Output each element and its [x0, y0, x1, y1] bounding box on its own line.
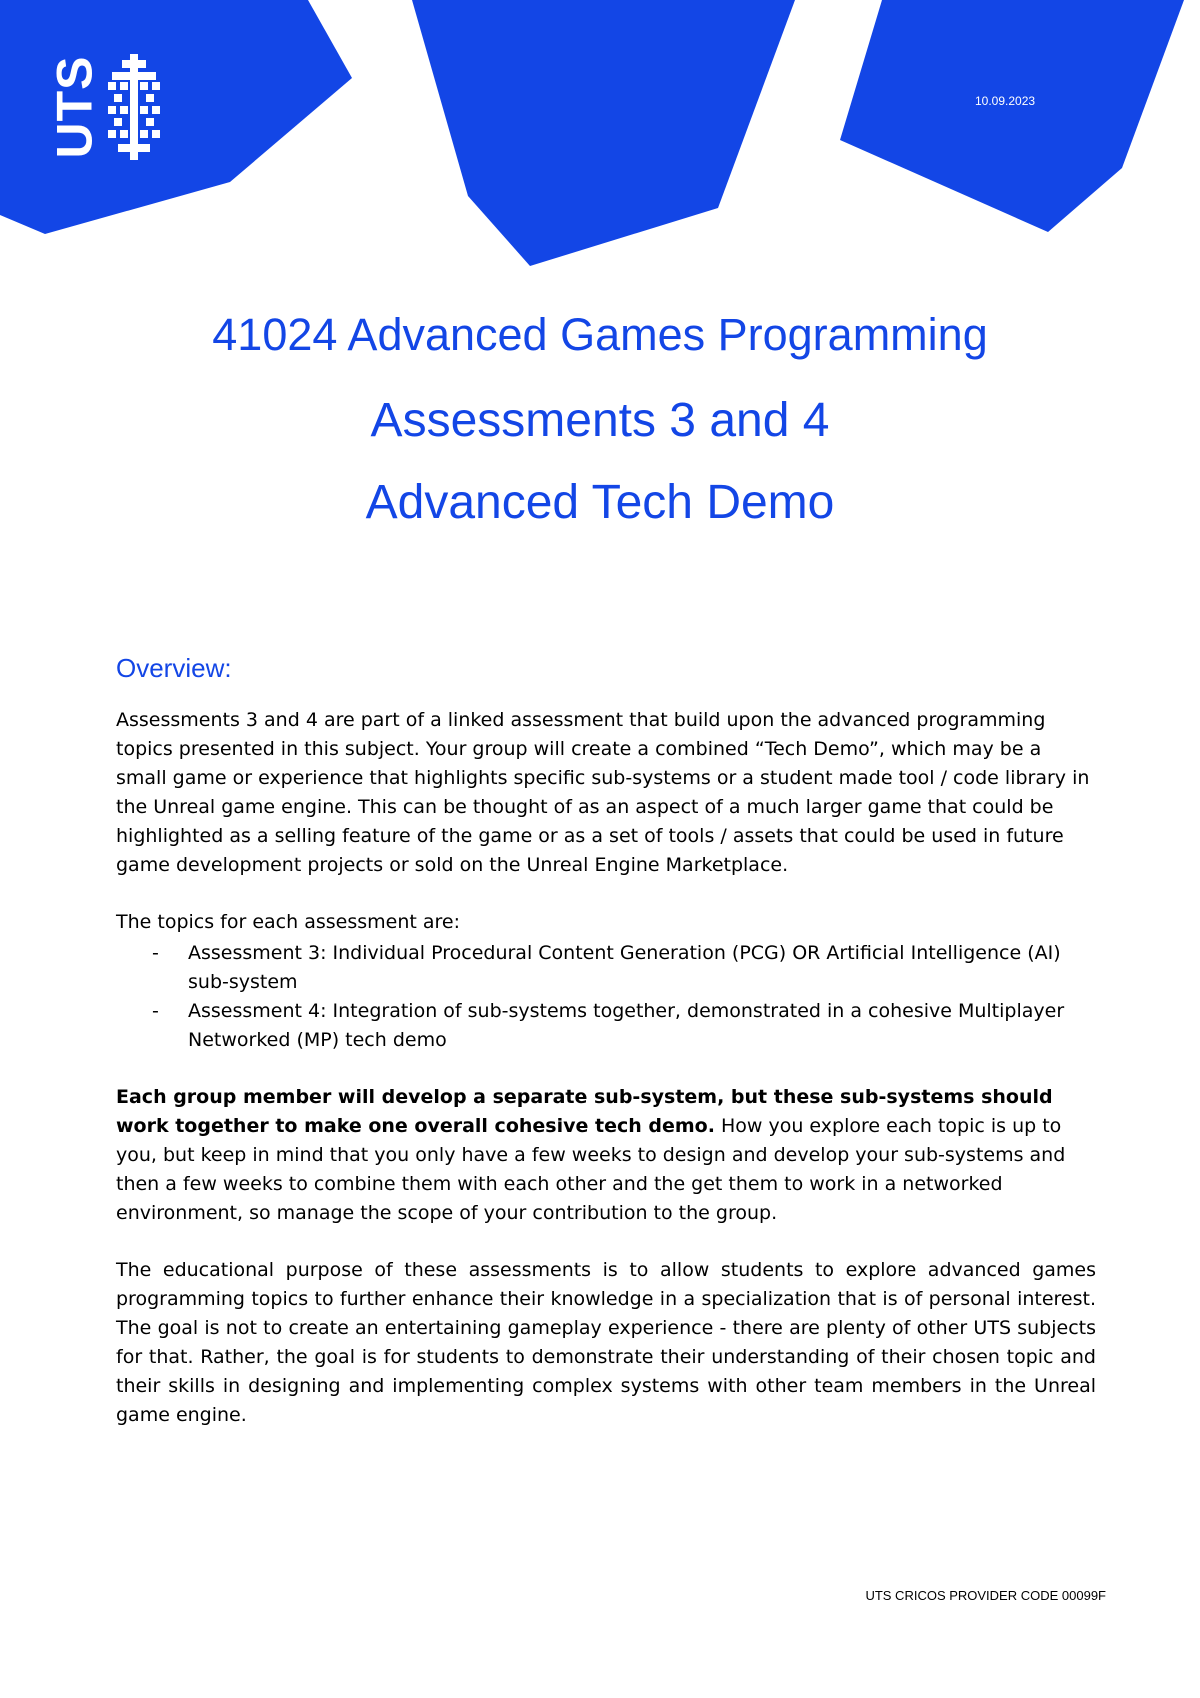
overview-section [116, 652, 1096, 1430]
blue-shape-center [412, 0, 795, 266]
list-item: - Assessment 3: Individual Procedural Content Generation (PCG) OR Artificial Intelligence (AI) sub-system [116, 939, 1096, 997]
overview-paragraph-4: The educational purpose of these assessments is to allow students to explore advanced games programming topics to further enhance their knowledge in a specialization that is of personal interest. The goal is not to create an entertaining gameplay experience - there are plenty of other UTS subjects for that. Rather, the goal is for students to demonstrate their understanding of their chosen topic and their skills in designing and implementing complex systems with other team members in the Unreal game engine. [116, 1259, 1096, 1426]
title-block [0, 308, 1200, 544]
overview-heading: Overview: [116, 653, 232, 683]
header-decoration [0, 0, 1200, 300]
provider-code-footer: UTS CRICOS PROVIDER CODE 00099F [865, 1588, 1106, 1603]
list-item: - Assessment 4: Integration of sub-systems together, demonstrated in a cohesive Multiplayer Networked (MP) tech demo [116, 997, 1096, 1055]
paragraph-text: How you explore each topic is up to you, but keep in mind that you only have a few weeks to design and develop your sub-systems and then a few weeks to combine them with each other and the get them to work in a networked environment, so manage the scope of your contribution to the group. [116, 1115, 1066, 1224]
subject-title: 41024 Advanced Games Programming [212, 309, 988, 360]
document-date: 10.09.2023 [975, 94, 1036, 108]
topics-list [116, 939, 1096, 1055]
blue-shape-right [840, 0, 1184, 232]
topics-intro: The topics for each assessment are: [116, 911, 460, 933]
assessment-title: Assessments 3 and 4 [370, 394, 830, 447]
emphasis-text: Each group member will develop a separate sub-system, but these sub-systems should work together to make one overall cohesive tech demo. [116, 1086, 1053, 1137]
overview-paragraph-1: Assessments 3 and 4 are part of a linked assessment that build upon the advanced programming topics presented in this subject. Your group will create a combined “Tech Demo”, which may be a small game or experience that highlights specific sub-systems or a student made tool / code library in the Unreal game engine. This can be thought of as an aspect of a much larger game that could be highlighted as a selling feature of the game or as a set of tools / assets that could be used in future game development projects or sold on the Unreal Engine Marketplace. [116, 709, 1090, 876]
uts-logo-text: UTS [46, 55, 102, 159]
uts-logo-mark-icon [104, 52, 164, 162]
overview-paragraph-3 [116, 1083, 1096, 1228]
demo-title: Advanced Tech Demo [365, 476, 835, 529]
